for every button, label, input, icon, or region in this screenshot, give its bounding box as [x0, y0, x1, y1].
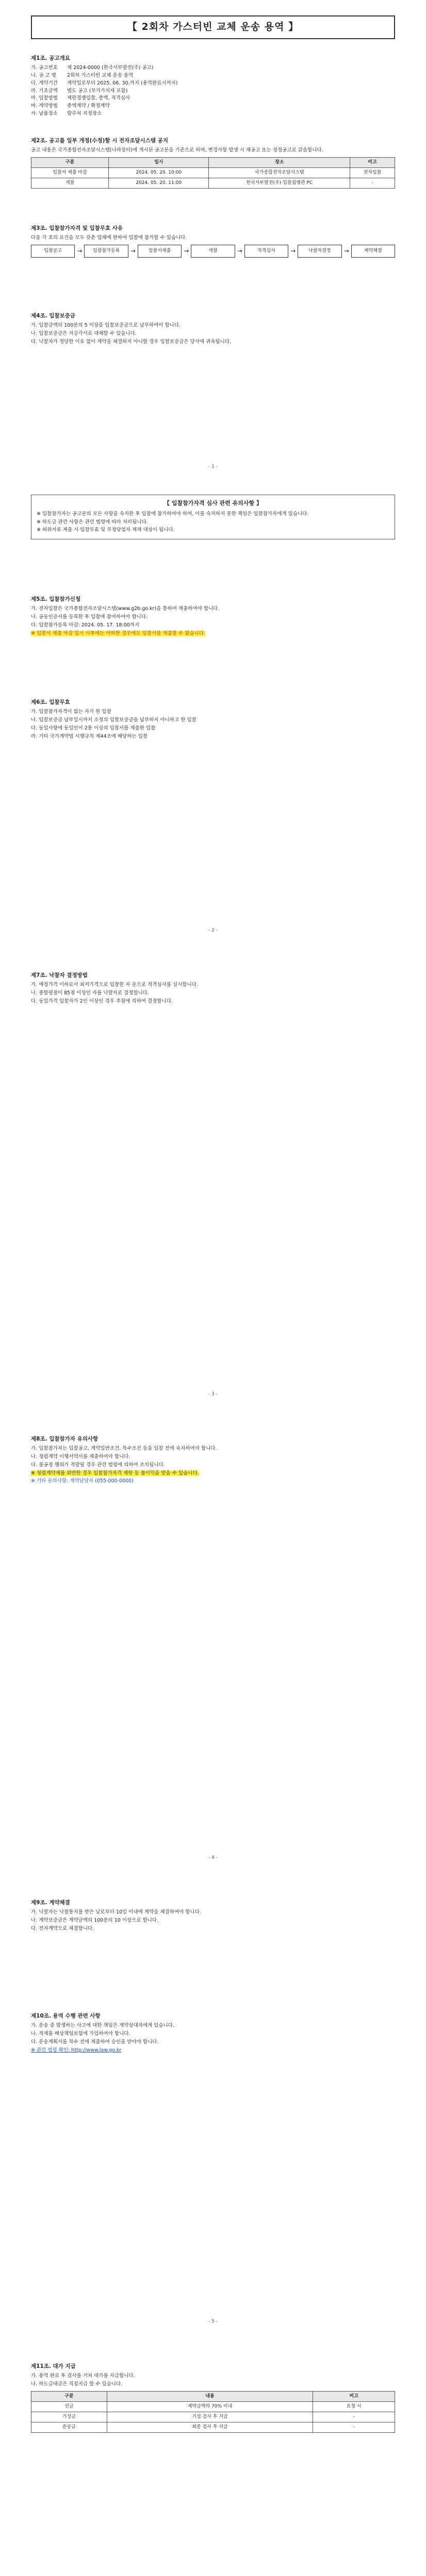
- page-title: 【 2회차 가스터빈 교체 운송 용역 】: [127, 21, 299, 33]
- table-row: [31, 2422, 395, 2432]
- list-item: 다. 전자계약으로 체결합니다.: [31, 1925, 94, 1931]
- section-invalid: [31, 696, 395, 741]
- overview-list: [31, 64, 395, 117]
- list-item: ※ 입찰참가자는 공고문의 모든 사항을 숙지한 후 입찰에 참가하여야 하며, 이를 숙지하지 못한 책임은 입찰참가자에게 있습니다.: [37, 511, 309, 517]
- overview-item: [31, 72, 395, 79]
- application-list: [31, 605, 395, 629]
- section-heading: 제3조. 입찰참가자격 및 입찰무효 사유: [31, 225, 123, 231]
- table-cell: 최종 검사 후 지급: [107, 2422, 313, 2432]
- process-step: 계약체결: [351, 245, 395, 258]
- notice-box: [31, 495, 395, 539]
- overview-key: 나. 공 고 명: [31, 72, 56, 78]
- arrow-right-icon: →: [237, 247, 242, 255]
- process-step: 개찰: [191, 245, 235, 258]
- section-payment: [31, 2360, 395, 2433]
- list-item: 가. 입찰참가자는 입찰공고, 계약일반조건, 특수조건 등을 입찰 전에 숙지하여야 합니다.: [31, 1446, 217, 1452]
- list-item: 나. 계약보증금은 계약금액의 100분의 10 이상으로 합니다.: [31, 1917, 159, 1923]
- section-eligibility: [31, 222, 395, 261]
- section-text: 공고 내용은 국가종합전자조달시스템(나라장터)에 게시된 공고문을 기준으로 하며, 변경사항 발생 시 재공고 또는 정정공고로 갈음합니다.: [31, 147, 323, 154]
- arrow-right-icon: →: [290, 247, 296, 255]
- table-cell: 입찰서 제출 마감: [31, 168, 109, 178]
- table-row: [31, 2401, 395, 2412]
- service-list: [31, 2022, 395, 2045]
- list-item: 가. 전자입찰은 국가종합전자조달시스템(www.g2b.go.kr)을 통하여 제출하여야 합니다.: [31, 606, 220, 612]
- section-heading: 제2조. 공고를 일부 개정(수정)할 시 전자조달시스템 공지: [31, 138, 168, 144]
- list-item: 나. 입찰보증금 납부일시까지 소정의 입찰보증금을 납부하지 아니하고 한 입찰: [31, 717, 196, 723]
- table-header: 비고: [313, 2391, 395, 2401]
- list-item: 가. 운송 중 발생하는 사고에 대한 책임은 계약상대자에게 있습니다.: [31, 2023, 174, 2029]
- page-number: - 1 -: [208, 464, 218, 469]
- table-row: [31, 168, 395, 178]
- overview-value: 발주처 지정장소: [67, 110, 102, 116]
- table-cell: 요청 시: [313, 2401, 395, 2412]
- arrow-right-icon: →: [343, 247, 349, 255]
- table-header: 구분: [31, 2391, 107, 2401]
- table-cell: 2024. 05. 20. 11:00: [109, 178, 209, 189]
- list-item: 나. 적재물 배상책임보험에 가입하여야 합니다.: [31, 2030, 130, 2037]
- page-number: - 2 -: [208, 928, 218, 933]
- section-heading: 제10조. 용역 수행 관련 사항: [31, 2013, 101, 2019]
- list-item: 다. 입찰참가등록 마감: 2024. 05. 17. 18:00까지: [31, 622, 140, 628]
- page-number: - 5 -: [208, 2319, 218, 2324]
- process-step: 입찰공고: [31, 245, 75, 258]
- deposit-list: [31, 322, 395, 345]
- section-heading: 제1조. 공고개요: [31, 55, 70, 61]
- section-deposit: [31, 309, 395, 347]
- list-item: 가. 입찰참가자격이 없는 자가 한 입찰: [31, 709, 111, 715]
- arrow-right-icon: →: [130, 247, 136, 255]
- contact-text: ※ 기타 문의사항: 계약담당자 (055-000-0000): [31, 1478, 134, 1484]
- list-item: 다. 운송계획서를 착수 전에 제출하여 승인을 받아야 합니다.: [31, 2039, 159, 2045]
- list-item: 나. 입찰보증금은 지급각서로 대체할 수 있습니다.: [31, 330, 137, 336]
- overview-item: [31, 110, 395, 117]
- overview-item: [31, 95, 395, 102]
- overview-value: 계약일로부터 2025. 06. 30.까지 (용역완료시까지): [67, 80, 178, 86]
- table-cell: 한국서부발전(주) 입찰집행관 PC: [209, 178, 350, 189]
- table-header: 장소: [209, 157, 350, 167]
- list-item: 다. 동일가격 입찰자가 2인 이상인 경우 추첨에 의하여 결정합니다.: [31, 998, 173, 1004]
- table-cell: 전자입찰: [350, 168, 395, 178]
- section-heading: 제11조. 대가 지급: [31, 2363, 76, 2369]
- table-cell: -: [313, 2412, 395, 2422]
- title-box: [31, 15, 395, 39]
- section-contract: [31, 1896, 395, 1934]
- list-item: 나. 종합평점이 85점 이상인 자를 낙찰자로 결정합니다.: [31, 990, 149, 996]
- notice-title: 【 입찰참가자격 심사 관련 유의사항 】: [164, 500, 262, 506]
- list-item: ※ 허위서류 제출 시 입찰무효 및 부정당업자 제재 대상이 됩니다.: [37, 527, 175, 533]
- section-application: [31, 592, 395, 638]
- list-item: 나. 하도급대금은 직접지급 할 수 있습니다.: [31, 2381, 123, 2387]
- table-row: [31, 178, 395, 189]
- overview-item: [31, 103, 395, 110]
- page-number: - 4 -: [208, 1855, 218, 1860]
- table-cell: -: [350, 178, 395, 189]
- table-cell: 준공금: [31, 2422, 107, 2432]
- overview-item: [31, 80, 395, 87]
- list-item: 다. 낙찰자가 정당한 이유 없이 계약을 체결하지 아니할 경우 입찰보증금은 당사에 귀속됩니다.: [31, 338, 231, 345]
- table-cell: -: [313, 2422, 395, 2432]
- section-heading: 제5조. 입찰참가신청: [31, 596, 81, 602]
- table-header: 일시: [109, 157, 209, 167]
- overview-key: 가. 공고번호: [31, 65, 58, 71]
- section-schedule: [31, 134, 395, 189]
- overview-value: 별도 공고 (부가가치세 포함): [67, 88, 128, 94]
- section-overview: [31, 52, 395, 118]
- list-item: 나. 공동인증서를 등록한 후 입찰에 참여하여야 합니다.: [31, 614, 148, 620]
- table-cell: 선금: [31, 2401, 107, 2412]
- section-heading: 제7조. 낙찰자 결정방법: [31, 972, 88, 978]
- list-item: 다. 동일사항에 동일인이 2통 이상의 입찰서를 제출한 입찰: [31, 725, 156, 731]
- section-caution: [31, 1432, 395, 1486]
- process-flow: [31, 245, 395, 258]
- table-header: 구분: [31, 157, 109, 167]
- section-heading: 제8조. 입찰참가자 유의사항: [31, 1436, 99, 1442]
- overview-key: 다. 계약기간: [31, 80, 58, 86]
- process-step: 적격심사: [244, 245, 288, 258]
- list-item: 라. 기타 국가계약법 시행규칙 제44조에 해당하는 입찰: [31, 733, 148, 739]
- overview-value: 총액계약 / 확정계약: [67, 103, 110, 109]
- table-cell: 개찰: [31, 178, 109, 189]
- table-cell: 계약금액의 70% 이내: [107, 2401, 313, 2412]
- table-cell: 기성 검사 후 지급: [107, 2412, 313, 2422]
- overview-key: 바. 계약방법: [31, 103, 58, 109]
- arrow-right-icon: →: [77, 247, 83, 255]
- section-heading: 제4조. 입찰보증금: [31, 313, 75, 319]
- highlight-note: ※ 청렴계약제를 위반한 경우 입찰참가자격 제한 등 불이익을 받을 수 있습니다.: [31, 1470, 199, 1476]
- caution-list: [31, 1445, 395, 1468]
- list-item: 가. 용역 완료 후 검사를 거쳐 대가를 지급합니다.: [31, 2373, 135, 2379]
- law-link[interactable]: ※ 관련 법령 확인: http://www.law.go.kr: [31, 2047, 122, 2053]
- overview-key: 라. 기초금액: [31, 88, 58, 94]
- section-award: [31, 969, 395, 1006]
- highlight-note: ※ 입찰서 제출 마감 일시 이후에는 어떠한 경우에도 입찰서를 제출할 수 없습니다.: [31, 630, 205, 636]
- list-item: 다. 불공정 행위가 적발될 경우 관련 법령에 의하여 조치됩니다.: [31, 1462, 165, 1468]
- overview-key: 사. 납품장소: [31, 110, 58, 116]
- overview-value: 제 2024-0000 (한국서부발전(주) 공고): [67, 65, 154, 71]
- table-cell: 기성금: [31, 2412, 107, 2422]
- overview-value: 2회차 가스터빈 교체 운송 용역: [67, 72, 134, 78]
- contract-list: [31, 1909, 395, 1932]
- table-header: 내용: [107, 2391, 313, 2401]
- payment-table: [31, 2391, 395, 2433]
- overview-item: [31, 88, 395, 95]
- notice-list: [37, 511, 389, 534]
- table-cell: 2024. 05. 20. 10:00: [109, 168, 209, 178]
- list-item: ※ 하도급 관련 사항은 관련 법령에 따라 처리됩니다.: [37, 519, 148, 525]
- process-step: 입찰서제출: [138, 245, 182, 258]
- invalid-list: [31, 708, 395, 740]
- list-item: 가. 예정가격 이하로서 최저가격으로 입찰한 자 순으로 적격심사를 실시합니다.: [31, 982, 198, 988]
- list-item: 가. 입찰금액의 100분의 5 이상을 입찰보증금으로 납부하여야 합니다.: [31, 323, 181, 329]
- table-row: [31, 2412, 395, 2422]
- payment-list: [31, 2372, 395, 2388]
- overview-value: 제한경쟁입찰, 총액, 적격심사: [67, 95, 130, 101]
- process-step: 낙찰자결정: [298, 245, 341, 258]
- list-item: 가. 낙찰자는 낙찰통지를 받은 날로부터 10일 이내에 계약을 체결하여야 합니다.: [31, 1909, 201, 1916]
- page-number: - 3 -: [208, 1392, 218, 1397]
- overview-key: 마. 입찰방법: [31, 95, 58, 101]
- table-cell: 국가종합전자조달시스템: [209, 168, 350, 178]
- section-heading: 제6조. 입찰무효: [31, 699, 70, 705]
- section-text: 다음 각 호의 요건을 모두 갖춘 업체에 한하여 입찰에 참가할 수 있습니다.: [31, 235, 187, 241]
- award-list: [31, 981, 395, 1005]
- arrow-right-icon: →: [184, 247, 189, 255]
- section-heading: 제9조. 계약체결: [31, 1900, 70, 1906]
- overview-item: [31, 64, 395, 72]
- list-item: 나. 청렴계약 이행서약서를 제출하여야 합니다.: [31, 1453, 130, 1460]
- section-service: [31, 2009, 395, 2055]
- schedule-table: [31, 157, 395, 189]
- process-step: 입찰참가등록: [84, 245, 128, 258]
- table-header: 비고: [350, 157, 395, 167]
